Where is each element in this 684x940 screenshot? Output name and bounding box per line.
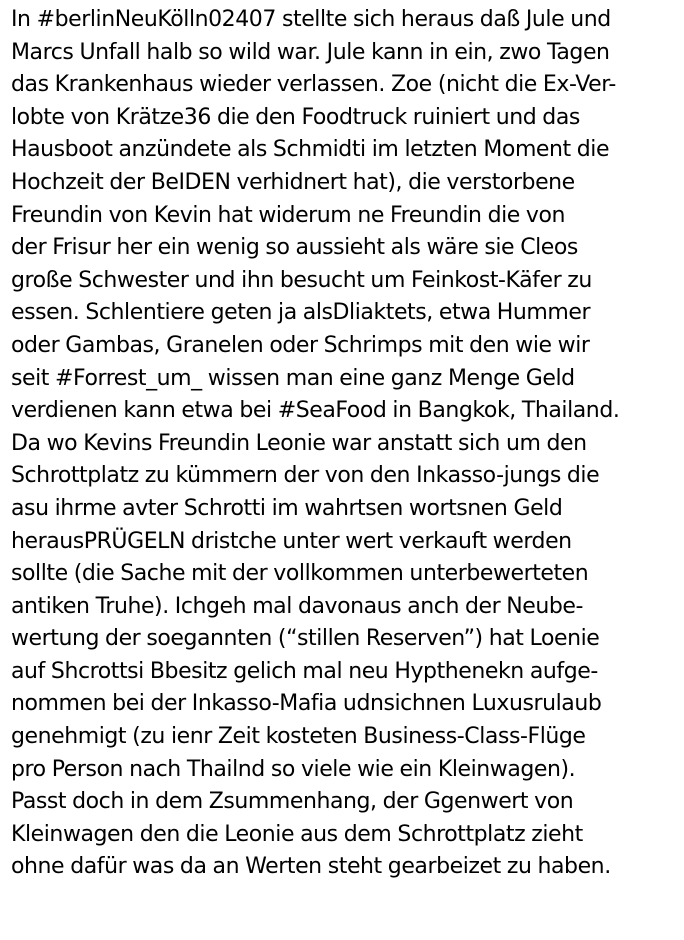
text-line: sollte (die Sache mit der vollkommen unterbewerteten <box>11 561 589 587</box>
text-line: Schrottplatz zu kümmern der von den Inkasso-jungs die <box>11 463 600 489</box>
text-line: nommen bei der Inkasso-Mafia udnsichnen Luxusrulaub <box>11 691 602 717</box>
text-line: Marcs Unfall halb so wild war. Jule kann in ein, zwo Tagen <box>11 39 610 65</box>
text-line: asu ihrme avter Schrotti im wahrtsen wortsnen Geld <box>11 495 563 521</box>
text-line: Hausboot anzündete als Schmidti im letzten Moment die <box>11 137 610 163</box>
text-line: Passt doch in dem Zsummenhang, der Ggenwert von <box>11 789 574 815</box>
paragraph <box>11 4 681 884</box>
text-line: herausPRÜGELN dristche unter wert verkauft werden <box>11 528 572 554</box>
text-line: wertung der soegannten (“stillen Reserven”) hat Loenie <box>11 626 600 652</box>
text-line: seit #Forrest_um_ wissen man eine ganz Menge Geld <box>11 365 575 391</box>
text-line: In #berlinNeuKölln02407 stellte sich heraus daß Jule und <box>11 7 611 32</box>
text-line: Kleinwagen den die Leonie aus dem Schrottplatz zieht <box>11 821 583 847</box>
text-line: pro Person nach Thailnd so viele wie ein Kleinwagen). <box>11 756 576 782</box>
text-line: ohne dafür was da an Werten steht gearbeizet zu haben. <box>11 854 611 880</box>
text-line: große Schwester und ihn besucht um Feinkost-Käfer zu <box>11 267 592 293</box>
text-line: oder Gambas, Granelen oder Schrimps mit den wie wir <box>11 332 590 358</box>
text-line: essen. Schlentiere geten ja alsDliaktets, etwa Hummer <box>11 300 591 326</box>
text-line: antiken Truhe). Ichgeh mal davonaus anch der Neube- <box>11 593 584 619</box>
text-line: das Krankenhaus wieder verlassen. Zoe (nicht die Ex-Ver- <box>11 72 616 98</box>
text-line: auf Shcrottsi Bbesitz gelich mal neu Hypthenekn aufge- <box>11 658 598 684</box>
text-line: Freundin von Kevin hat widerum ne Freundin die von <box>11 202 566 228</box>
text-line: verdienen kann etwa bei #SeaFood in Bangkok, Thailand. <box>11 398 620 424</box>
text-line: Da wo Kevins Freundin Leonie war anstatt sich um den <box>11 430 587 456</box>
text-line: Hochzeit der BeIDEN verhidnert hat), die verstorbene <box>11 169 575 195</box>
text-line: der Frisur her ein wenig so aussieht als wäre sie Cleos <box>11 235 578 261</box>
text-line: lobte von Krätze36 die den Foodtruck ruiniert und das <box>11 104 580 130</box>
text-line: genehmigt (zu ienr Zeit kosteten Business-Class-Flüge <box>11 724 586 750</box>
